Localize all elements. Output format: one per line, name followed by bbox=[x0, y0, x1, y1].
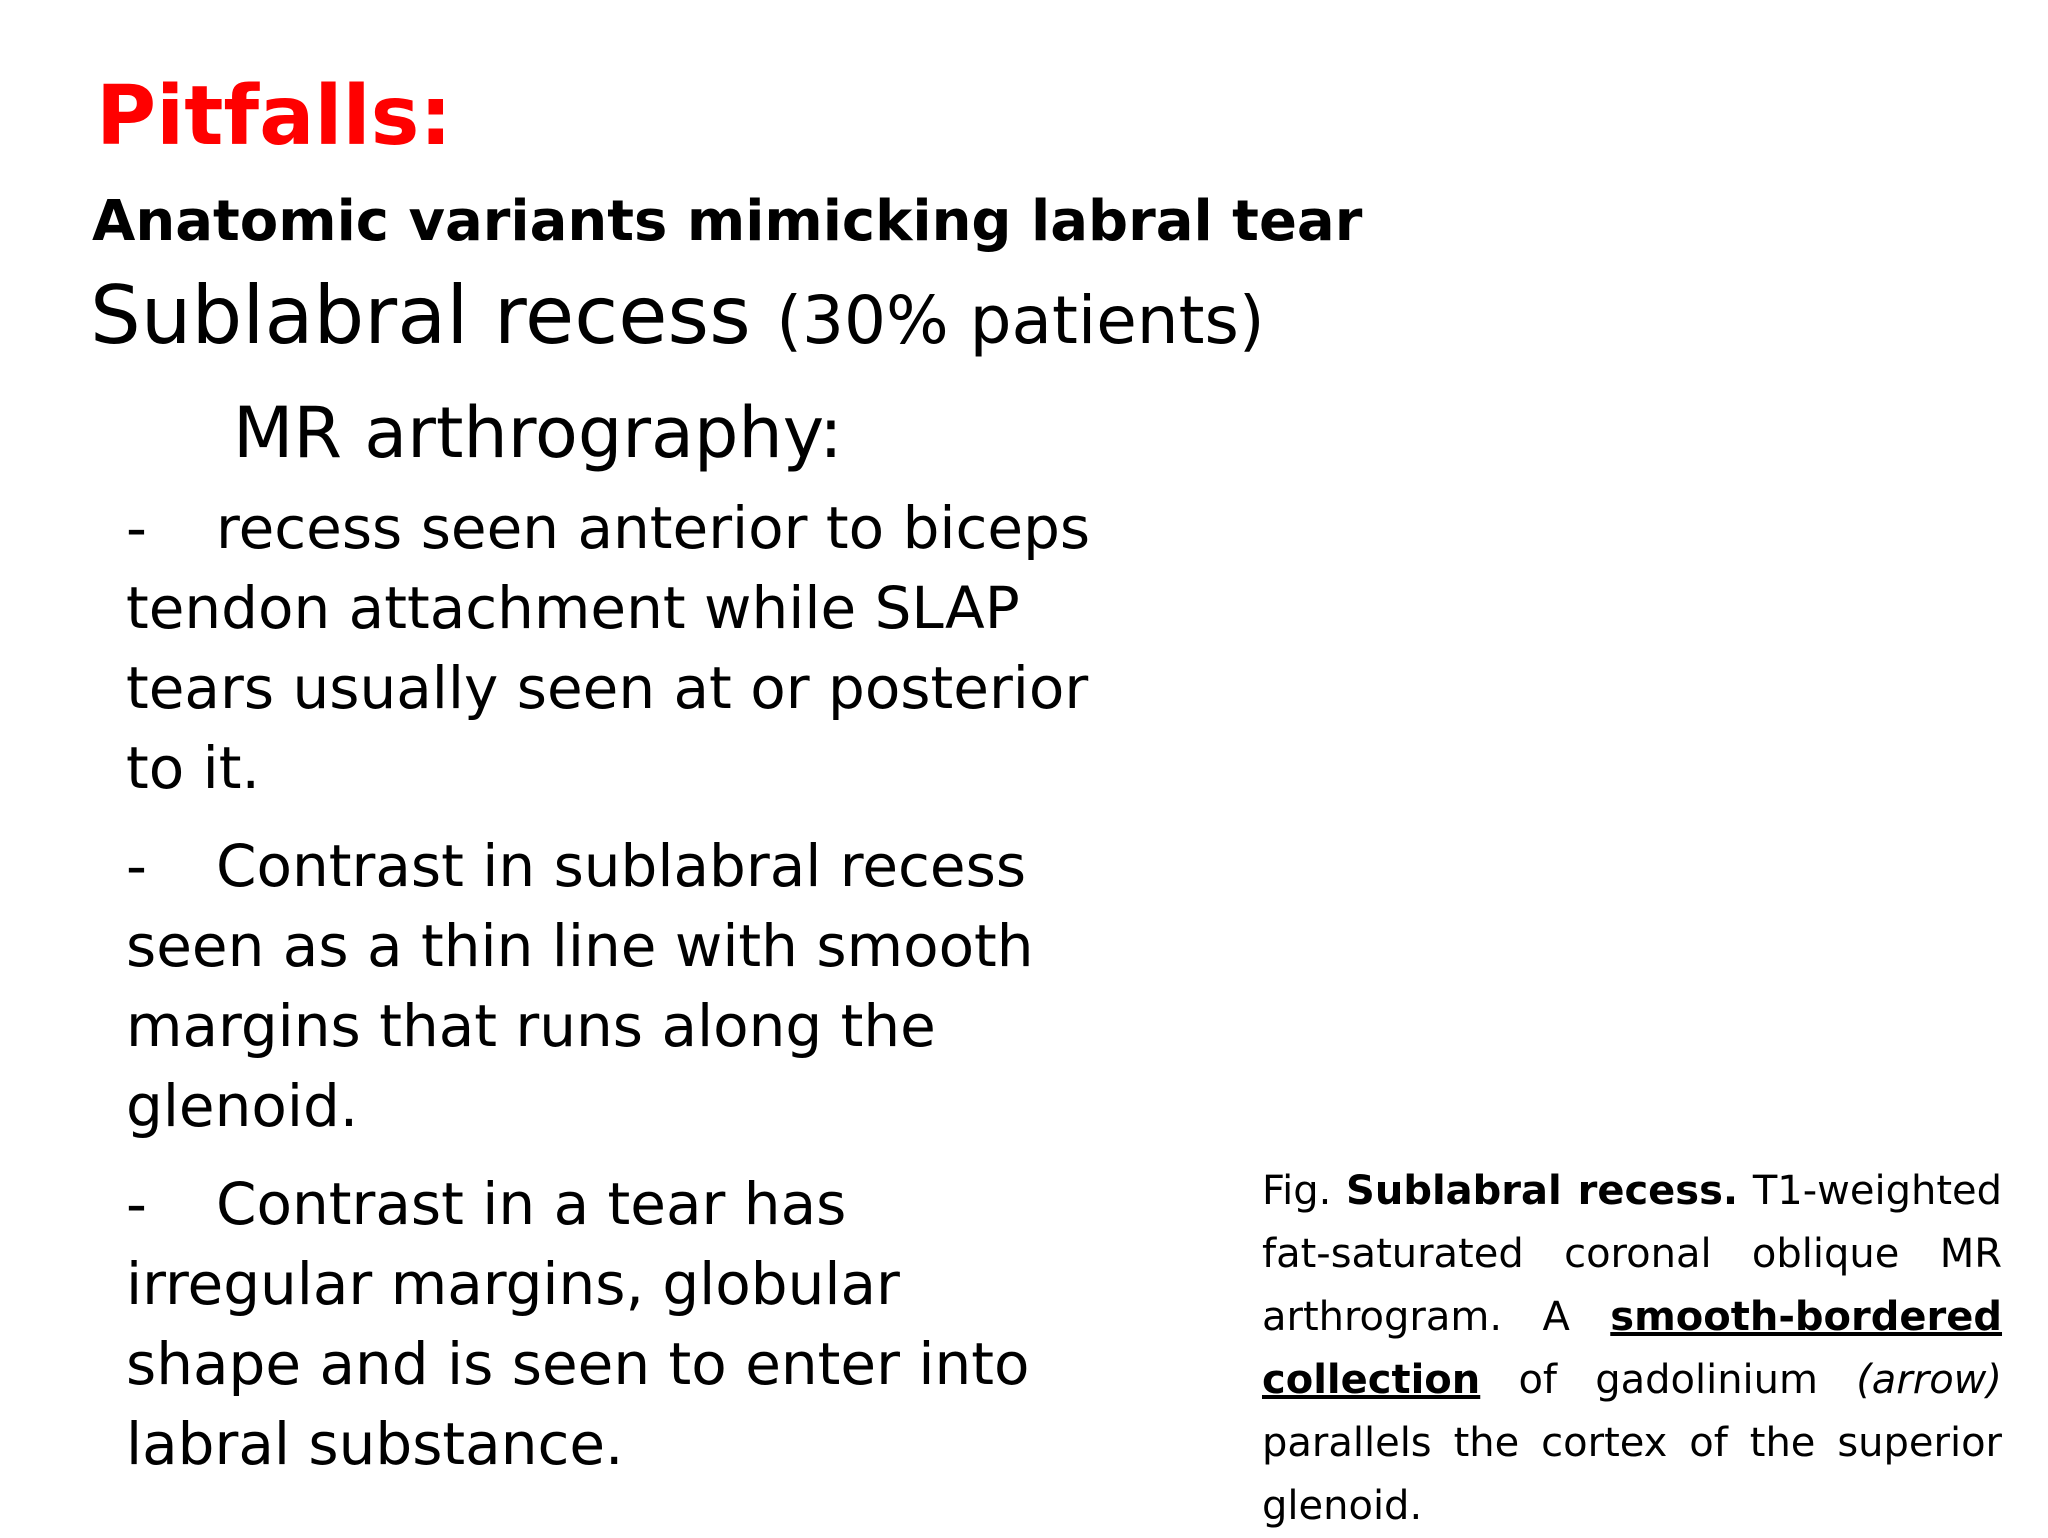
bullet-item bbox=[126, 488, 1166, 808]
slide-subtitle: Anatomic variants mimicking labral tear bbox=[92, 189, 1363, 254]
bullet-line bbox=[126, 826, 1166, 906]
bullet-line: tendon attachment while SLAP bbox=[126, 574, 1020, 642]
bullet-line: seen as a thin line with smooth bbox=[126, 912, 1034, 980]
bullet-item bbox=[126, 1164, 1166, 1484]
bullet-dash: - bbox=[126, 494, 147, 562]
bullet-line: shape and is seen to enter into bbox=[126, 1330, 1030, 1398]
caption-emphasis: smooth-bordered collection bbox=[1262, 1294, 2003, 1403]
caption-text: of gadolinium bbox=[1518, 1357, 1818, 1403]
bullet-text: recess seen anterior to biceps bbox=[216, 494, 1091, 562]
bullet-line: margins that runs along the bbox=[126, 992, 936, 1060]
bullet-dash: - bbox=[126, 1170, 147, 1238]
bullet-line: irregular margins, globular bbox=[126, 1250, 900, 1318]
bullet-dash: - bbox=[126, 832, 147, 900]
topic-name: Sublabral recess bbox=[90, 269, 751, 362]
topic-heading bbox=[90, 270, 1265, 362]
caption-prefix: Fig. bbox=[1262, 1168, 1332, 1214]
slide-title: Pitfalls: bbox=[96, 69, 453, 164]
figure-caption bbox=[1262, 1160, 2002, 1538]
bullet-text: Contrast in a tear has bbox=[216, 1170, 847, 1238]
bullet-line: to it. bbox=[126, 734, 260, 802]
topic-detail: (30% patients) bbox=[776, 282, 1265, 359]
bullet-item bbox=[126, 826, 1166, 1146]
section-heading: MR arthrography: bbox=[233, 392, 843, 474]
bullet-line bbox=[126, 1164, 1166, 1244]
caption-arrow-note: (arrow) bbox=[1856, 1357, 2002, 1403]
bullet-text: Contrast in sublabral recess bbox=[216, 832, 1027, 900]
bullet-line: tears usually seen at or posterior bbox=[126, 654, 1089, 722]
bullet-line bbox=[126, 488, 1166, 568]
bullet-line: labral substance. bbox=[126, 1410, 624, 1478]
bullet-line: glenoid. bbox=[126, 1072, 359, 1140]
caption-text: T1-weighted fat-saturated coronal oblique MR arthrogram. A bbox=[1262, 1168, 2003, 1340]
caption-title: Sublabral recess. bbox=[1346, 1168, 1739, 1214]
caption-text: parallels the cortex of the superior glenoid. bbox=[1262, 1420, 2002, 1529]
bullet-list bbox=[126, 488, 1166, 1502]
